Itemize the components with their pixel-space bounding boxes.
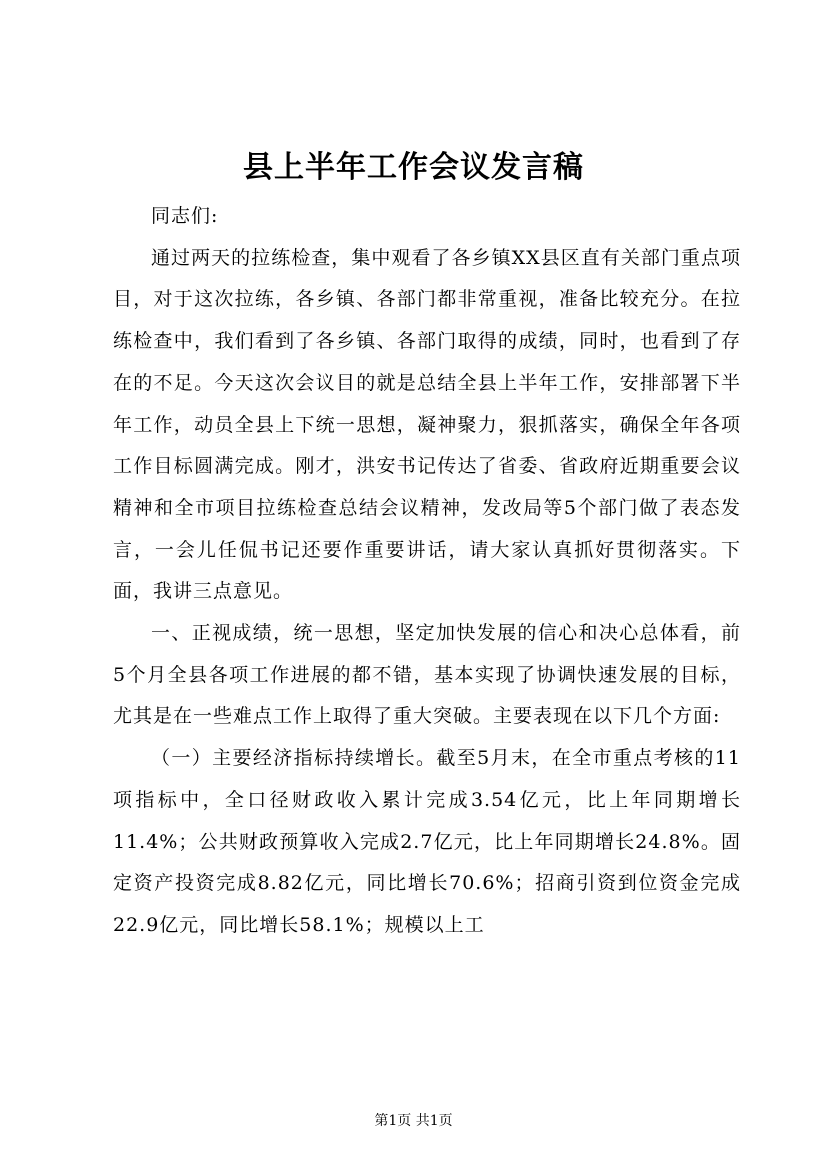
greeting: 同志们: xyxy=(151,205,219,227)
page-footer: 第1页 共1页 xyxy=(374,1113,453,1129)
paragraph-1: 通过两天的拉练检查，集中观看了各乡镇XX县区直有关部门重点项目，对于这次拉练，各乡镇、各部门都非常重视，准备比较充分。在拉练检查中，我们看到了各乡镇、各部门取得的成绩，同时，也看到了存在的不足。今天这次会议目的就是总结全县上半年工作，安排部署下半年工作，动员全县上下统一思想，凝神聚力，狠抓落实，确保全年各项工作目标圆满完成。刚才，洪安书记传达了省委、省政府近期重要会议精神和全市项目拉练检查总结会议精神，发改局等5个部门做了表态发言，一会儿任侃书记还要作重要讲话，请大家认真抓好贯彻落实。下面，我讲三点意见。 xyxy=(113,246,741,603)
document-title: 县上半年工作会议发言稿 xyxy=(243,150,584,185)
document-body xyxy=(113,196,741,947)
paragraph-2: 一、正视成绩，统一思想，坚定加快发展的信心和决心总体看，前5个月全县各项工作进展的都不错，基本实现了协调快速发展的目标，尤其是在一些难点工作上取得了重大突破。主要表现在以下几个方面: xyxy=(113,622,741,728)
paragraph-3: （一）主要经济指标持续增长。截至5月末，在全市重点考核的11项指标中，全口径财政收入累计完成3.54亿元，比上年同期增长11.4%；公共财政预算收入完成2.7亿元，比上年同期增长24.8%。固定资产投资完成8.82亿元，同比增长70.6%；招商引资到位资金完成22.9亿元，同比增长58.1%；规模以上工 xyxy=(113,747,741,936)
